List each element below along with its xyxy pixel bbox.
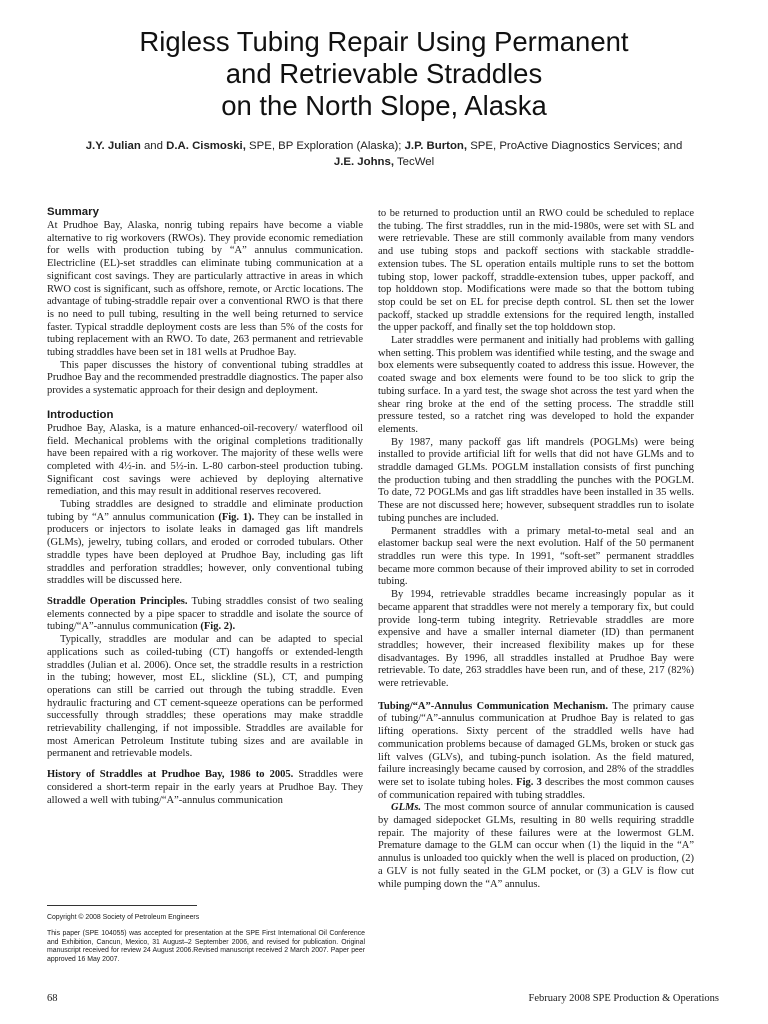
author-conjunction: and	[140, 140, 167, 152]
history-paragraph-permanent: Later straddles were permanent and initially had problems with galling when setting. This problem was identified while testing, and the swage and box elements were subsequently coated to address this issue. However, the coated swage and box elements were found to be too slick to grip the tubing surface. In a yard test, the swage shot across the test yard when the shear ring broke at the end of the setting process. The straddle still pressure tested, so a ratchet ring was developed to hold the expander elements.	[378, 335, 694, 435]
glm-paragraph: GLMs. The most common source of annular communication is caused by damaged sidepocket GLMs, resulting in 80 wells requiring straddle repair. The majority of these failures were at the lowermost GLM. Premature damage to the GLM can occur when (1) the liquid in the “A” annulus is unloaded too quickly when the well is placed on production, (2) a GLV is not fully seated in the GLM pocket, or (3) a GLV is flow cut while pumping down the “A” annulus.	[378, 802, 694, 890]
history-subheading: History of Straddles at Prudhoe Bay, 1986 to 2005.	[47, 769, 294, 781]
title-line-2: and Retrievable Straddles	[225, 58, 543, 89]
page-number: 68	[47, 993, 58, 1004]
history-paragraph-poglm: By 1987, many packoff gas lift mandrels (POGLMs) were being installed to provide artificial lift for wells that did not have GLMs and to straddle damaged GLMs. POGLM installation consists of first punching the production tubing and then straddling the punches with the POGLM. To date, 72 POGLMs and gas lift straddles have been installed in 35 wells. These are not discussed here; however, subsequent straddles run to isolate tubing punches are included.	[378, 436, 694, 524]
history-paragraph-1: History of Straddles at Prudhoe Bay, 1986 to 2005. Straddles were considered a short-term repair in the early years at Prudhoe Bay. They allowed a well with tubing/“A”-annulus communication	[47, 769, 363, 806]
operation-paragraph-2: Typically, straddles are modular and can be adapted to special applications such as coiled-tubing (CT) hangoffs or extended-length straddles (Julian et al. 2006). Once set, the straddle results in a restriction in the tubing; however, most EL, slickline (SL), CT, and pumping operations can still be carried out through the tubing straddle. Even hydraulic fracturing and CT cement-squeeze operations can be performed successfully through straddles; these operations may make straddle retrievability challenging, if not impossible. Straddles are available for most American Petroleum Institute tubing sizes and are available in permanent and retrievable models.	[47, 634, 363, 760]
footnotes	[47, 914, 365, 972]
paper-title	[40, 26, 728, 122]
figure-2-reference: (Fig. 2).	[200, 621, 236, 633]
publication-note: This paper (SPE 104055) was accepted for presentation at the SPE First International Oil Conference and Exhibition, Cancun, Mexico, 31 August–2 September 2006, and revised for publication. Original manuscript received for review 24 August 2006.Revised manuscript received 2 March 2007. Paper peer approved 16 May 2007.	[47, 929, 365, 964]
summary-paragraph-2: This paper discusses the history of conventional tubing straddles at Prudhoe Bay and the recommended prestraddle diagnostics. The paper also provides a systematic approach for their design and deployment.	[47, 359, 363, 397]
figure-3-reference: Fig. 3	[516, 776, 542, 788]
operation-paragraph-1: Straddle Operation Principles. Tubing straddles consist of two sealing elements connected by a pipe spacer to straddle and isolate the source of tubing/“A”-annulus communication (Fig. 2).	[47, 595, 363, 633]
introduction-paragraph-2: Tubing straddles are designed to straddle and eliminate production tubing by “A” annulus communication (Fig. 1). They can be installed in producers or injectors to isolate leaks in damaged gas lift mandrels (GLMs), jewelry, tubing collars, and eroded or corroded tubulars. Other straddle types have been deployed at Prudhoe Bay, including gas lift straddles and perforation straddles; however, only conventional tubing straddles will be discussed here.	[47, 499, 364, 587]
author-affiliation-tecwel: TecWel	[394, 156, 435, 168]
author-affiliation-proactive: SPE, ProActive Diagnostics Services; and	[467, 140, 683, 152]
author-julian: J.Y. Julian	[85, 140, 141, 152]
summary-heading: Summary	[47, 206, 99, 218]
title-line-1: Rigless Tubing Repair Using Permanent	[139, 26, 629, 57]
title-line-3: on the North Slope, Alaska	[221, 90, 547, 121]
author-johns: J.E. Johns,	[333, 156, 395, 168]
history-continued-paragraph: to be returned to production until an RWO could be scheduled to replace the tubing. The first straddles, run in the mid-1980s, were set with SL and were retrievable. These are still commonly available from many vendors and use tubing stops and packoff sections with stackable straddle-extension tubes. The SL operation entails multiple runs to set the bottom tubing stop, lower packoff, straddle-extension tubes, upper packoff, and top holddown stop. Modifications were made so that the bottom tubing stop could be set on EL for precise depth control. SL then set the lower packoff, stacked up straddle extensions for the required length, installed the upper packoff, and finally set the top holddown stop.	[378, 208, 694, 334]
author-burton: J.P. Burton,	[404, 140, 468, 152]
mechanism-paragraph: Tubing/“A”-Annulus Communication Mechanism. The primary cause of tubing/“A”-annulus communication at Prudhoe Bay is related to gas lifting operations. Sixty percent of the straddled wells have had communication problems because of damaged GLMs, broken or stuck gas lift valves (GLVs), and tubing-punch isolation. As the field matured, failure increasingly became caused by corrosion, and 28% of the straddles were set to isolate tubing holes. Fig. 3 describes the most common causes of communication repaired with tubing straddles.	[378, 700, 694, 801]
introduction-paragraph-1: Prudhoe Bay, Alaska, is a mature enhanced-oil-recovery/ waterflood oil field. Mechanical problems with the original completions traditionally have been repaired with a rig workover. The majority of these wells were completed with 4½-in. and 5½-in. L-80 carbon-steel production tubing. Significant cost savings were achieved by deploying alternative remediation, and this may result in additional reserves recovered.	[47, 422, 363, 498]
history-paragraph-retrievable: By 1994, retrievable straddles became increasingly popular as it became apparent that straddles were not merely a temporary fix, but could provide long-term tubing integrity. Retrievable straddles are more expensive and have a smaller internal diameter (ID) than permanent straddles; however, their increased flexibility makes up for these disadvantages. By 1996, all straddles installed at Prudhoe Bay were retrievable. To date, 263 straddles have been run, and of these, 217 (82%) were retrievable.	[378, 589, 694, 690]
author-affiliation-bp: SPE, BP Exploration (Alaska);	[245, 140, 405, 152]
operation-subheading: Straddle Operation Principles.	[47, 595, 188, 607]
author-cismoski: D.A. Cismoski,	[166, 140, 246, 152]
journal-footer: February 2008 SPE Production & Operations	[528, 993, 719, 1004]
copyright-notice: Copyright © 2008 Society of Petroleum Engineers	[47, 914, 200, 921]
right-column	[378, 208, 694, 891]
summary-paragraph-1: At Prudhoe Bay, Alaska, nonrig tubing repairs have become a viable alternative to rig workovers (RWOs). They provide economic remediation for wells with production tubing by “A” annulus communication. Electricline (EL)-set straddles can eliminate tubing communication at a significant cost savings. They are particularly attractive in areas in which RWO cost is significant, such as offshore, remote, or Arctic locations. The advantage of tubing-straddle repair over a conventional RWO is that there is no need to pull tubing, resulting in the well being returned to service faster. Typical straddle deployment costs are less than 5% of the costs for tubing replacement with an RWO. To date, 263 permanent and retrievable tubing straddles have been set in 181 wells at Prudhoe Bay.	[47, 220, 363, 359]
introduction-heading: Introduction	[47, 408, 114, 421]
glm-subheading: GLMs.	[391, 802, 422, 814]
author-list	[30, 138, 738, 170]
footnote-rule	[47, 905, 197, 906]
mechanism-subheading: Tubing/“A”-Annulus Communication Mechanism.	[378, 700, 608, 712]
history-paragraph-metal-seal: Permanent straddles with a primary metal-to-metal seal and an elastomer backup seal were the next evolution. Half of the 50 permanent straddles run were this type. In 1991, “soft-set” permanent straddles became more common because of their improved ability to set in corroded tubing.	[378, 525, 694, 588]
figure-1-reference: (Fig. 1).	[218, 511, 255, 523]
left-column	[47, 205, 363, 807]
